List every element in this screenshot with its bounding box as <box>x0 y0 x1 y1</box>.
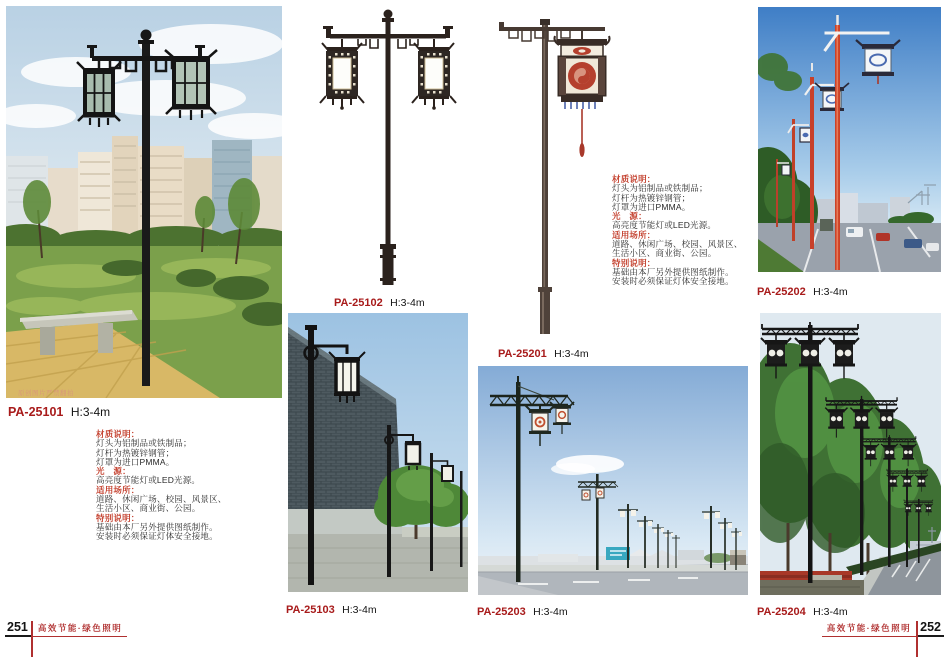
product-code-pa25103: PA-25103 <box>286 604 335 616</box>
spec-usage-label: 适用场所： <box>612 229 656 240</box>
spec-line: 灯头为铝制品或铁制品； <box>612 183 708 194</box>
product-code-pa25102: PA-25102 <box>334 297 383 309</box>
photo-pa-25103 <box>288 313 468 592</box>
footer-slogan-right: 高效节能·绿色照明 <box>822 621 916 637</box>
spec-special-label: 特别说明： <box>612 257 656 268</box>
product-code-pa25101: PA-25101 <box>8 405 64 419</box>
spec-line: 道路、休闲广场、校园、风景区、 <box>96 494 227 505</box>
page-number-left: 251 <box>5 621 31 637</box>
spec-line: 基础由本厂另外提供图纸制作。 <box>612 266 734 277</box>
product-code-pa25204: PA-25204 <box>757 606 806 618</box>
spec-line: 安装时必须保证灯体安全接地。 <box>96 531 218 542</box>
product-label-pa25204 <box>757 602 848 620</box>
lantern-graphic <box>555 36 610 157</box>
spec-line: 高亮度节能灯或LED光源。 <box>96 475 201 486</box>
footer-slogan-left: 高效节能·绿色照明 <box>33 621 127 637</box>
product-height-pa25201: H:3-4m <box>554 348 589 360</box>
lantern-right <box>165 50 217 120</box>
lantern-left <box>77 62 121 127</box>
product-height-pa25103: H:3-4m <box>342 604 377 616</box>
spec-material-label: 材质说明： <box>612 174 656 184</box>
photo-pa-25203 <box>478 366 748 595</box>
spec-line: 道路、休闲广场、校园、风景区、 <box>612 239 743 250</box>
spec-line: 灯杆为热镀锌钢管； <box>96 447 175 458</box>
photo-watermark: 原创图片严禁翻拍 <box>18 390 74 397</box>
spec-line: 基础由本厂另外提供图纸制作。 <box>96 521 218 532</box>
product-code-pa25203: PA-25203 <box>477 606 526 618</box>
photo-pa-25202 <box>758 7 941 272</box>
product-label-pa25202 <box>757 282 848 300</box>
spec-source-label: 光 源： <box>612 211 647 222</box>
page-number-right: 252 <box>918 621 944 637</box>
product-label-pa25101 <box>8 403 110 421</box>
spec-special-label: 特别说明： <box>96 512 140 523</box>
spec-source-label: 光 源： <box>96 466 131 477</box>
photo-pa-25204 <box>760 313 941 595</box>
drawing-pa-25102 <box>308 4 468 290</box>
spec-line: 安装时必须保证灯体安全接地。 <box>612 276 734 287</box>
spec-line: 灯罩为进口PMMA。 <box>96 456 175 467</box>
product-label-pa25102 <box>334 293 425 311</box>
product-height-pa25102: H:3-4m <box>390 297 425 309</box>
spec-usage-label: 适用场所： <box>96 484 140 495</box>
spec-line: 灯罩为进口PMMA。 <box>612 201 691 212</box>
spec-block-left <box>96 430 227 542</box>
product-label-pa25203 <box>477 602 568 620</box>
product-code-pa25201: PA-25201 <box>498 348 547 360</box>
footer-right <box>822 621 944 657</box>
product-code-pa25202: PA-25202 <box>757 286 806 298</box>
spec-line: 灯头为铝制品或铁制品； <box>96 438 192 449</box>
product-label-pa25201 <box>498 344 589 362</box>
spec-line: 灯杆为热镀锌钢管； <box>612 192 691 203</box>
drawing-pa-25201 <box>487 5 617 341</box>
spec-block-right <box>612 175 743 287</box>
product-height-pa25204: H:3-4m <box>813 606 848 618</box>
product-height-pa25101: H:3-4m <box>70 405 111 419</box>
photo-pa-25101 <box>6 6 282 398</box>
spec-line: 生活小区、商业街、公园。 <box>96 503 201 514</box>
footer-left <box>5 621 127 657</box>
product-height-pa25203: H:3-4m <box>533 606 568 618</box>
spec-line: 高亮度节能灯或LED光源。 <box>612 220 717 231</box>
product-height-pa25202: H:3-4m <box>813 286 848 298</box>
spec-line: 生活小区、商业街、公园。 <box>612 248 717 259</box>
product-label-pa25103 <box>286 600 377 618</box>
spec-material-label: 材质说明： <box>96 429 140 439</box>
